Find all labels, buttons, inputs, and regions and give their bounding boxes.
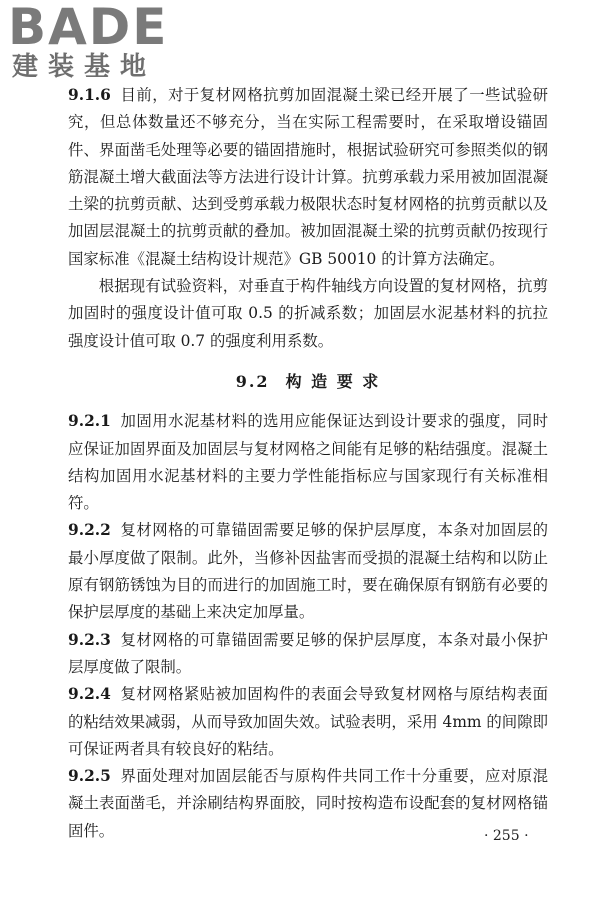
logo-text-cn: 建装基地 — [12, 52, 157, 82]
clause-text: 复材网格紧贴被加固构件的表面会导致复材网格与原结构表面的粘结效果减弱，从而导致加固失效。试验表明，采用 4mm 的间隙即可保证两者具有较良好的粘结。 — [68, 685, 548, 758]
clause-number: 9.2.1 — [68, 412, 111, 431]
clause-text: 复材网格的可靠锚固需要足够的保护层厚度，本条对最小保护层厚度做了限制。 — [68, 630, 548, 676]
clause-number: 9.1.6 — [68, 86, 111, 104]
paragraph-text: 根据现有试验资料，对垂直于构件轴线方向设置的复材网格，抗剪加固时的强度设计值可取 0.5 的折减系数；加固层水泥基材料的抗拉强度设计值可取 0.7 的强度利用系数。 — [68, 277, 548, 350]
clause-9-2-4 — [68, 681, 548, 763]
logo — [8, 2, 178, 86]
clause-9-1-6 — [68, 82, 548, 273]
clause-number: 9.2.3 — [68, 630, 111, 649]
clause-text: 界面处理对加固层能否与原构件共同工作十分重要，应对原混凝土表面凿毛，并涂刷结构界面胶，同时按构造布设配套的复材网格锚固件。 — [68, 767, 548, 840]
clause-text: 目前，对于复材网格抗剪加固混凝土梁已经开展了一些试验研究，但总体数量还不够充分，当在实际工程需要时，在采取增设锚固件、界面凿毛处理等必要的锚固措施时，根据试验研究可参照类似的钢筋混凝土增大截面法等方法进行设计计算。抗剪承载力采用被加固混凝土梁的抗剪贡献、达到受剪承载力极限状态时复材网格的抗剪贡献以及加固层混凝土的抗剪贡献的叠加。被加固混凝土梁的抗剪贡献仍按现行国家标准《混凝土结构设计规范》GB 50010 的计算方法确定。 — [68, 86, 548, 268]
page-number: · 255 · — [484, 828, 529, 844]
clause-text: 复材网格的可靠锚固需要足够的保护层厚度，本条对加固层的最小厚度做了限制。此外，当修补因盐害而受损的混凝土结构和以防止原有钢筋锈蚀为目的而进行的加固施工时，要在确保原有钢筋有必要的保护层厚度的基础上来决定加厚量。 — [68, 521, 548, 622]
section-title: 构 造 要 求 — [285, 371, 381, 391]
clause-text: 加固用水泥基材料的选用应能保证达到设计要求的强度，同时应保证加固界面及加固层与复材网格之间能有足够的粘结强度。混凝土结构加固用水泥基材料的主要力学性能指标应与国家现行有关标准相符。 — [68, 412, 548, 513]
clause-9-2-3 — [68, 627, 548, 682]
section-heading — [68, 368, 548, 395]
clause-number: 9.2.5 — [68, 767, 111, 786]
clause-9-2-2 — [68, 517, 548, 626]
clause-9-2-5 — [68, 763, 548, 845]
clause-number: 9.2.2 — [68, 521, 111, 540]
clause-number: 9.2.4 — [68, 685, 111, 704]
logo-text-en: BADE — [8, 0, 169, 56]
clause-9-2-1 — [68, 408, 548, 517]
page-body — [68, 82, 548, 845]
section-number: 9.2 — [235, 371, 270, 391]
paragraph — [68, 273, 548, 355]
